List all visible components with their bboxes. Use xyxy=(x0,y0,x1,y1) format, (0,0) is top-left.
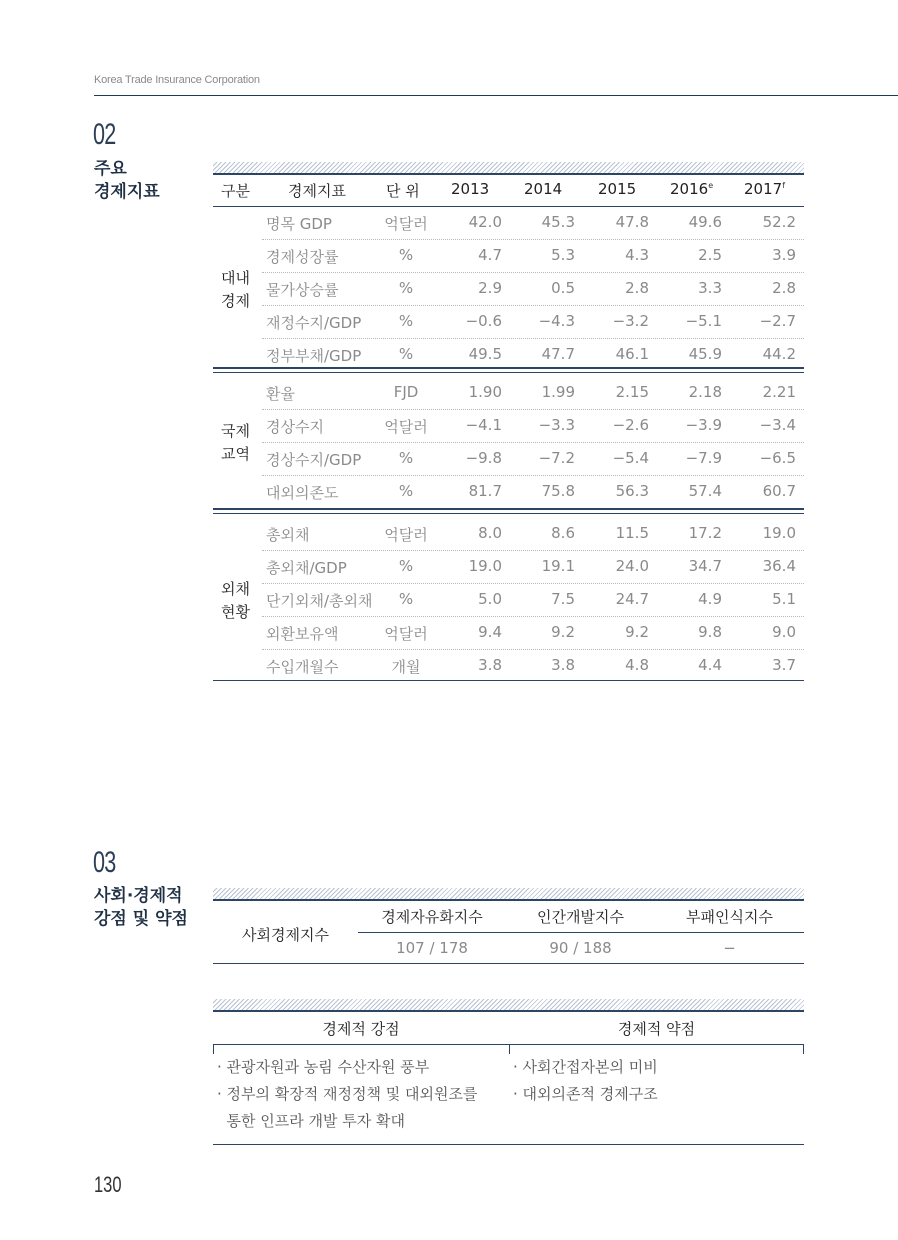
value-cell: 49.5 xyxy=(468,345,502,363)
value-cell: 5.0 xyxy=(478,590,502,608)
unit-cell: % xyxy=(398,449,414,467)
value-cell: 56.3 xyxy=(615,482,649,500)
unit-cell: % xyxy=(398,279,414,297)
value-cell: 2.21 xyxy=(762,383,796,401)
indicator-name: 단기외채/총외채 xyxy=(266,592,373,610)
indices-hatch-band xyxy=(213,888,804,899)
header-org-name: Korea Trade Insurance Corporation xyxy=(94,74,260,86)
value-cell: 19.1 xyxy=(541,557,575,575)
value-cell: −5.4 xyxy=(612,449,649,467)
value-cell: −3.9 xyxy=(685,416,722,434)
header-year-2017-text: 2017 xyxy=(744,180,783,198)
value-cell: 4.3 xyxy=(625,246,649,264)
value-cell: −2.7 xyxy=(759,312,796,330)
value-cell: 9.0 xyxy=(772,623,796,641)
group-label-external-debt-line1: 외채 xyxy=(221,579,250,598)
row-divider xyxy=(262,475,804,476)
strength-item: · 관광자원과 농림 수산자원 풍부 xyxy=(217,1058,430,1076)
indices-value-economic-freedom: 107 / 178 xyxy=(396,939,468,957)
row-divider xyxy=(262,649,804,650)
indices-col-human-development: 인간개발지수 xyxy=(537,908,624,926)
indicator-name: 환율 xyxy=(266,385,295,403)
value-cell: 49.6 xyxy=(688,213,722,231)
unit-cell: 억달러 xyxy=(384,215,428,233)
header-year-2013: 2013 xyxy=(451,180,490,198)
indicator-name: 수입개월수 xyxy=(266,658,339,676)
value-cell: 19.0 xyxy=(468,557,502,575)
row-divider xyxy=(262,338,804,339)
value-cell: 3.8 xyxy=(551,656,575,674)
group-separator-rule-international-trade xyxy=(213,367,804,369)
value-cell: −3.2 xyxy=(612,312,649,330)
sw-bottom-rule xyxy=(213,1144,804,1145)
value-cell: 9.4 xyxy=(478,623,502,641)
section-02-number: 02 xyxy=(93,118,116,151)
unit-cell: % xyxy=(398,482,414,500)
group-label-international-trade-line1: 국제 xyxy=(221,422,250,440)
value-cell: 47.7 xyxy=(541,345,575,363)
table-hatch-band xyxy=(213,162,804,173)
value-cell: 4.7 xyxy=(478,246,502,264)
header-bottom-rule xyxy=(213,206,804,207)
section-03-number: 03 xyxy=(93,846,116,879)
value-cell: 7.5 xyxy=(551,590,575,608)
value-cell: 52.2 xyxy=(762,213,796,231)
value-cell: 47.8 xyxy=(615,213,649,231)
value-cell: −3.4 xyxy=(759,416,796,434)
value-cell: 19.0 xyxy=(762,524,796,542)
section-03-title-line1: 사회·경제적 xyxy=(94,886,183,906)
value-cell: −7.9 xyxy=(685,449,722,467)
unit-cell: 억달러 xyxy=(384,418,428,436)
strengths-title: 경제적 강점 xyxy=(322,1020,400,1038)
weaknesses-title: 경제적 약점 xyxy=(617,1020,696,1038)
table-top-rule xyxy=(213,173,804,175)
unit-cell: % xyxy=(398,246,414,264)
value-cell: 2.9 xyxy=(478,279,502,297)
indicator-name: 총외채/GDP xyxy=(266,559,347,577)
header-year-2017 xyxy=(744,180,785,198)
group-label-external-debt-line2: 현황 xyxy=(221,602,250,621)
indicator-name: 정부부채/GDP xyxy=(266,347,362,365)
unit-cell: 개월 xyxy=(391,658,421,676)
section-02-title-line2: 경제지표 xyxy=(94,182,160,202)
indicator-name: 경제성장률 xyxy=(266,248,339,266)
indicator-name: 물가상승률 xyxy=(266,281,339,299)
sw-tick-middle xyxy=(509,1044,510,1054)
value-cell: 34.7 xyxy=(688,557,722,575)
sw-top-rule xyxy=(213,1010,804,1012)
header-year-2016-mark: e xyxy=(708,181,714,190)
indicator-name: 경상수지/GDP xyxy=(266,451,362,469)
sw-tick-right xyxy=(803,1044,804,1054)
value-cell: −2.6 xyxy=(612,416,649,434)
indices-col-economic-freedom: 경제자유화지수 xyxy=(381,908,483,926)
header-year-2014: 2014 xyxy=(524,180,563,198)
group-label-domestic-economy-line2: 경제 xyxy=(221,291,250,310)
header-rule xyxy=(94,95,898,96)
value-cell: 1.90 xyxy=(468,383,502,401)
group-separator-rule-international-trade xyxy=(213,372,804,373)
sw-tick-left xyxy=(213,1044,214,1054)
header-indicator: 경제지표 xyxy=(288,182,346,200)
value-cell: 1.99 xyxy=(541,383,575,401)
value-cell: 60.7 xyxy=(762,482,796,500)
unit-cell: % xyxy=(398,557,414,575)
value-cell: −4.3 xyxy=(538,312,575,330)
indicator-name: 외환보유액 xyxy=(266,625,339,643)
sw-hatch-band xyxy=(213,999,804,1010)
indices-col-corruption-perception: 부패인식지수 xyxy=(686,908,773,926)
value-cell: 3.3 xyxy=(698,279,722,297)
value-cell: 2.8 xyxy=(772,279,796,297)
value-cell: 3.7 xyxy=(772,656,796,674)
table-bottom-rule xyxy=(213,680,804,681)
value-cell: 17.2 xyxy=(688,524,722,542)
value-cell: 24.0 xyxy=(615,557,649,575)
value-cell: 2.18 xyxy=(688,383,722,401)
section-03-title-line2: 강점 및 약점 xyxy=(94,909,188,929)
row-divider xyxy=(262,550,804,551)
value-cell: −0.6 xyxy=(465,312,502,330)
value-cell: 3.8 xyxy=(478,656,502,674)
value-cell: 8.6 xyxy=(551,524,575,542)
value-cell: 75.8 xyxy=(541,482,575,500)
value-cell: 0.5 xyxy=(551,279,575,297)
header-year-2017-mark: f xyxy=(782,181,786,190)
header-category: 구분 xyxy=(221,182,250,200)
value-cell: 8.0 xyxy=(478,524,502,542)
header-year-2015: 2015 xyxy=(598,180,637,198)
row-divider xyxy=(262,442,804,443)
indices-value-corruption-perception: − xyxy=(723,939,736,957)
group-label-international-trade-line2: 교역 xyxy=(221,445,250,463)
row-divider xyxy=(262,616,804,617)
value-cell: 46.1 xyxy=(615,345,649,363)
value-cell: 42.0 xyxy=(468,213,502,231)
value-cell: 45.3 xyxy=(541,213,575,231)
value-cell: 5.3 xyxy=(551,246,575,264)
value-cell: −4.1 xyxy=(465,416,502,434)
unit-cell: % xyxy=(398,312,414,330)
row-divider xyxy=(262,305,804,306)
indicator-name: 대외의존도 xyxy=(266,484,339,502)
value-cell: 4.4 xyxy=(698,656,722,674)
indices-bottom-rule xyxy=(213,963,804,964)
indicator-name: 경상수지 xyxy=(266,418,324,436)
unit-cell: % xyxy=(398,345,414,363)
strength-item: · 정부의 확장적 재정정책 및 대외원조를 xyxy=(217,1085,478,1103)
indicator-name: 총외채 xyxy=(266,526,310,544)
value-cell: 24.7 xyxy=(615,590,649,608)
value-cell: 9.2 xyxy=(551,623,575,641)
row-divider xyxy=(262,272,804,273)
row-divider xyxy=(262,583,804,584)
weakness-item: · 사회간접자본의 미비 xyxy=(513,1058,658,1076)
header-unit: 단 위 xyxy=(386,182,420,200)
value-cell: 3.9 xyxy=(772,246,796,264)
indices-value-human-development: 90 / 188 xyxy=(549,939,612,957)
value-cell: 2.15 xyxy=(615,383,649,401)
value-cell: 4.8 xyxy=(625,656,649,674)
value-cell: 2.5 xyxy=(698,246,722,264)
unit-cell: 억달러 xyxy=(384,625,428,643)
value-cell: −6.5 xyxy=(759,449,796,467)
value-cell: −9.8 xyxy=(465,449,502,467)
group-label-domestic-economy-line1: 대내 xyxy=(221,268,250,287)
value-cell: 36.4 xyxy=(762,557,796,575)
value-cell: 2.8 xyxy=(625,279,649,297)
value-cell: 44.2 xyxy=(762,345,796,363)
value-cell: 11.5 xyxy=(615,524,649,542)
value-cell: −5.1 xyxy=(685,312,722,330)
indicator-name: 재정수지/GDP xyxy=(266,314,362,332)
group-separator-rule-external-debt xyxy=(213,513,804,514)
page-number: 130 xyxy=(94,1172,122,1197)
indices-row-label: 사회경제지수 xyxy=(242,926,329,944)
unit-cell: 억달러 xyxy=(384,526,428,544)
section-02-title xyxy=(94,158,160,204)
value-cell: 45.9 xyxy=(688,345,722,363)
indices-header-rule xyxy=(358,932,804,933)
value-cell: 9.8 xyxy=(698,623,722,641)
unit-cell: % xyxy=(398,590,414,608)
value-cell: 81.7 xyxy=(468,482,502,500)
value-cell: −7.2 xyxy=(538,449,575,467)
value-cell: 9.2 xyxy=(625,623,649,641)
section-03-title xyxy=(94,885,188,931)
indices-top-rule xyxy=(213,899,804,901)
weakness-item: · 대외의존적 경제구조 xyxy=(513,1085,658,1103)
row-divider xyxy=(262,239,804,240)
section-02-title-line1: 주요 xyxy=(94,159,127,179)
header-year-2016-text: 2016 xyxy=(670,180,709,198)
value-cell: −3.3 xyxy=(538,416,575,434)
group-separator-rule-external-debt xyxy=(213,508,804,510)
header-year-2016 xyxy=(670,180,713,198)
strength-item: 통한 인프라 개발 투자 확대 xyxy=(217,1112,405,1130)
unit-cell: FJD xyxy=(393,383,419,401)
value-cell: 57.4 xyxy=(688,482,722,500)
indicator-name: 명목 GDP xyxy=(266,215,332,233)
row-divider xyxy=(262,409,804,410)
value-cell: 5.1 xyxy=(772,590,796,608)
value-cell: 4.9 xyxy=(698,590,722,608)
